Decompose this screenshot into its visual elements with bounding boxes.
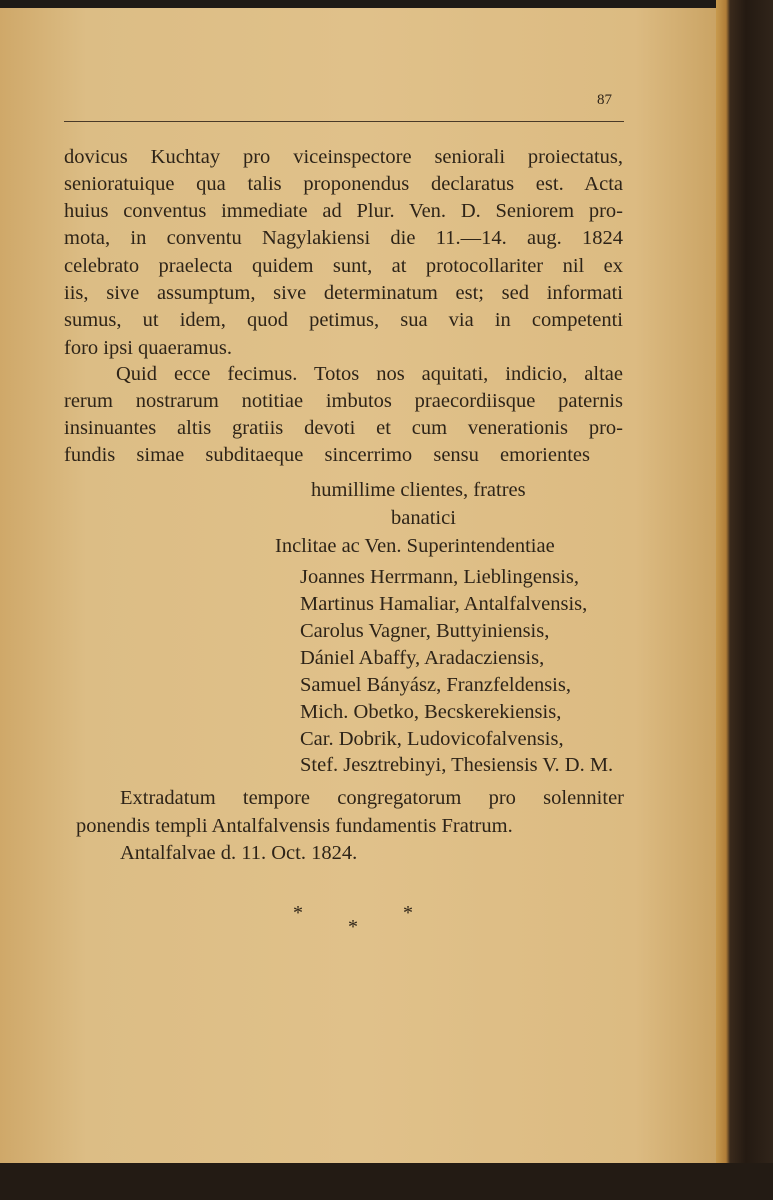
page-number: 87: [597, 92, 612, 108]
signatory: Samuel Bányász, Franzfeldensis,: [300, 674, 571, 696]
postscript-line: Extradatum tempore congregatorum pro solenniter: [120, 787, 624, 809]
scan-background: [0, 1163, 773, 1200]
signatory: Martinus Hamaliar, Antalfalvensis,: [300, 593, 588, 615]
signatory: Carolus Vagner, Buttyiniensis,: [300, 620, 550, 642]
signatory: Stef. Jesztrebinyi, Thesiensis V. D. M.: [300, 754, 614, 776]
postscript-line: ponendis templi Antalfalvensis fundamentis Fratrum.: [76, 815, 513, 837]
text-line: insinuantes altis gratiis devoti et cum venerationis pro-: [64, 417, 623, 439]
text-line: foro ipsi quaeramus.: [64, 337, 232, 359]
text-line: mota, in conventu Nagylakiensi die 11.—14. aug. 1824: [64, 227, 623, 249]
signatory: Mich. Obetko, Becskerekiensis,: [300, 701, 562, 723]
header-rule: [64, 121, 624, 122]
text-line: sumus, ut idem, quod petimus, sua via in competenti: [64, 309, 623, 331]
text-line: celebrato praelecta quidem sunt, at protocollariter nil ex: [64, 255, 623, 277]
signatory: Joannes Herrmann, Lieblingensis,: [300, 566, 579, 588]
closing-line: banatici: [391, 507, 456, 529]
postscript-line: Antalfalvae d. 11. Oct. 1824.: [120, 842, 358, 864]
text-line: fundis simae subditaeque sincerrimo sensu emorientes: [64, 444, 590, 466]
text-line: Quid ecce fecimus. Totos nos aquitati, indicio, altae: [116, 363, 623, 385]
signatory: Car. Dobrik, Ludovicofalvensis,: [300, 728, 564, 750]
asterism-star: *: [403, 902, 413, 924]
text-line: rerum nostrarum notitiae imbutos praecordiisque paternis: [64, 390, 623, 412]
asterism-star: *: [348, 916, 358, 938]
closing-line: humillime clientes, fratres: [311, 479, 526, 501]
text-line: dovicus Kuchtay pro viceinspectore seniorali proiectatus,: [64, 146, 623, 168]
book-binding: [716, 0, 773, 1200]
closing-line: Inclitae ac Ven. Superintendentiae: [275, 535, 555, 557]
text-line: huius conventus immediate ad Plur. Ven. D. Seniorem pro-: [64, 200, 623, 222]
text-line: senioratuique qua talis proponendus declaratus est. Acta: [64, 173, 623, 195]
asterism-star: *: [293, 902, 303, 924]
signatory: Dániel Abaffy, Aradacziensis,: [300, 647, 545, 669]
text-line: iis, sive assumptum, sive determinatum est; sed informati: [64, 282, 623, 304]
